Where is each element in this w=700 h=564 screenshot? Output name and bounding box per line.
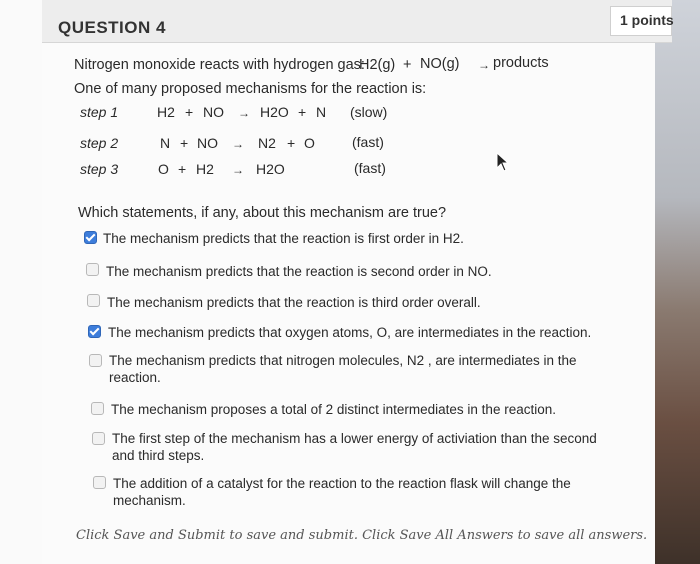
save-instructions: Click Save and Submit to save and submit. Click Save All Answers to save all answers. bbox=[76, 528, 648, 543]
option-4-label[interactable]: The mechanism predicts that oxygen atoms, O, are intermediates in the reaction. bbox=[108, 325, 592, 340]
option-7-checkbox[interactable] bbox=[92, 432, 105, 445]
option-2-checkbox[interactable] bbox=[86, 263, 99, 276]
eq-plus: + bbox=[403, 57, 412, 73]
step-1-plus: + bbox=[185, 104, 194, 120]
mouse-cursor-icon bbox=[496, 152, 510, 172]
step-3-plus: + bbox=[178, 161, 187, 177]
step-1-plus-2: + bbox=[298, 104, 307, 120]
step-3-reactant-2: H2 bbox=[196, 161, 214, 177]
option-6-checkbox[interactable] bbox=[91, 402, 104, 415]
question-title: QUESTION 4 bbox=[58, 18, 166, 37]
option-2-label[interactable]: The mechanism predicts that the reaction is second order in NO. bbox=[106, 264, 492, 279]
step-2-product-1: N2 bbox=[258, 135, 276, 151]
eq-no: NO(g) bbox=[420, 56, 460, 72]
options-prompt: Which statements, if any, about this mechanism are true? bbox=[78, 205, 447, 221]
step-1-rate: (slow) bbox=[350, 104, 388, 120]
step-3-product-1: H2O bbox=[256, 161, 285, 177]
option-8-label[interactable]: The addition of a catalyst for the reaction to the reaction flask will change the mechanism. bbox=[113, 476, 571, 508]
step-1-product-1: H2O bbox=[260, 104, 289, 120]
eq-h2: H2(g) bbox=[359, 57, 396, 73]
step-2-product-2: O bbox=[304, 135, 315, 151]
step-3-reactant-1: O bbox=[158, 161, 169, 177]
option-3-label[interactable]: The mechanism predicts that the reaction is third order overall. bbox=[107, 295, 481, 310]
eq-products: products bbox=[493, 55, 549, 71]
step-1-reactant-2: NO bbox=[203, 104, 224, 120]
step-1-reactant-1: H2 bbox=[157, 104, 175, 120]
desktop-background bbox=[655, 0, 700, 564]
step-2-plus: + bbox=[180, 135, 189, 151]
step-2-reactant-2: NO bbox=[197, 135, 218, 151]
step-2-rate: (fast) bbox=[352, 134, 384, 150]
step-2-reactant-1: N bbox=[160, 135, 171, 151]
option-1-label[interactable]: The mechanism predicts that the reaction is first order in H2. bbox=[103, 231, 464, 246]
option-6-label[interactable]: The mechanism proposes a total of 2 distinct intermediates in the reaction. bbox=[111, 402, 556, 417]
question-points: 1 points bbox=[620, 12, 674, 28]
option-8-checkbox[interactable] bbox=[93, 476, 106, 489]
step-3-arrow: → bbox=[232, 163, 244, 177]
option-3-checkbox[interactable] bbox=[87, 294, 100, 307]
option-7-label[interactable]: The first step of the mechanism has a lower energy of activiation than the second and third steps. bbox=[112, 431, 597, 463]
option-4-checkbox[interactable] bbox=[88, 325, 101, 338]
step-2-label: step 2 bbox=[80, 135, 119, 151]
step-2-arrow: → bbox=[232, 137, 244, 151]
eq-arrow: → bbox=[478, 58, 490, 72]
option-5-checkbox[interactable] bbox=[89, 354, 102, 367]
option-5-label[interactable]: The mechanism predicts that nitrogen molecules, N2 , are intermediates in the reaction. bbox=[109, 353, 577, 385]
step-3-label: step 3 bbox=[80, 161, 119, 177]
step-1-arrow: → bbox=[238, 106, 250, 120]
prompt-mechanism-line: One of many proposed mechanisms for the reaction is: bbox=[74, 81, 427, 97]
step-1-product-2: N bbox=[316, 104, 327, 120]
step-2-plus-2: + bbox=[287, 135, 296, 151]
prompt-text: Nitrogen monoxide reacts with hydrogen gas: bbox=[74, 57, 365, 73]
option-1-checkbox[interactable] bbox=[84, 231, 97, 244]
step-1-label: step 1 bbox=[80, 104, 119, 120]
step-3-rate: (fast) bbox=[354, 160, 386, 176]
